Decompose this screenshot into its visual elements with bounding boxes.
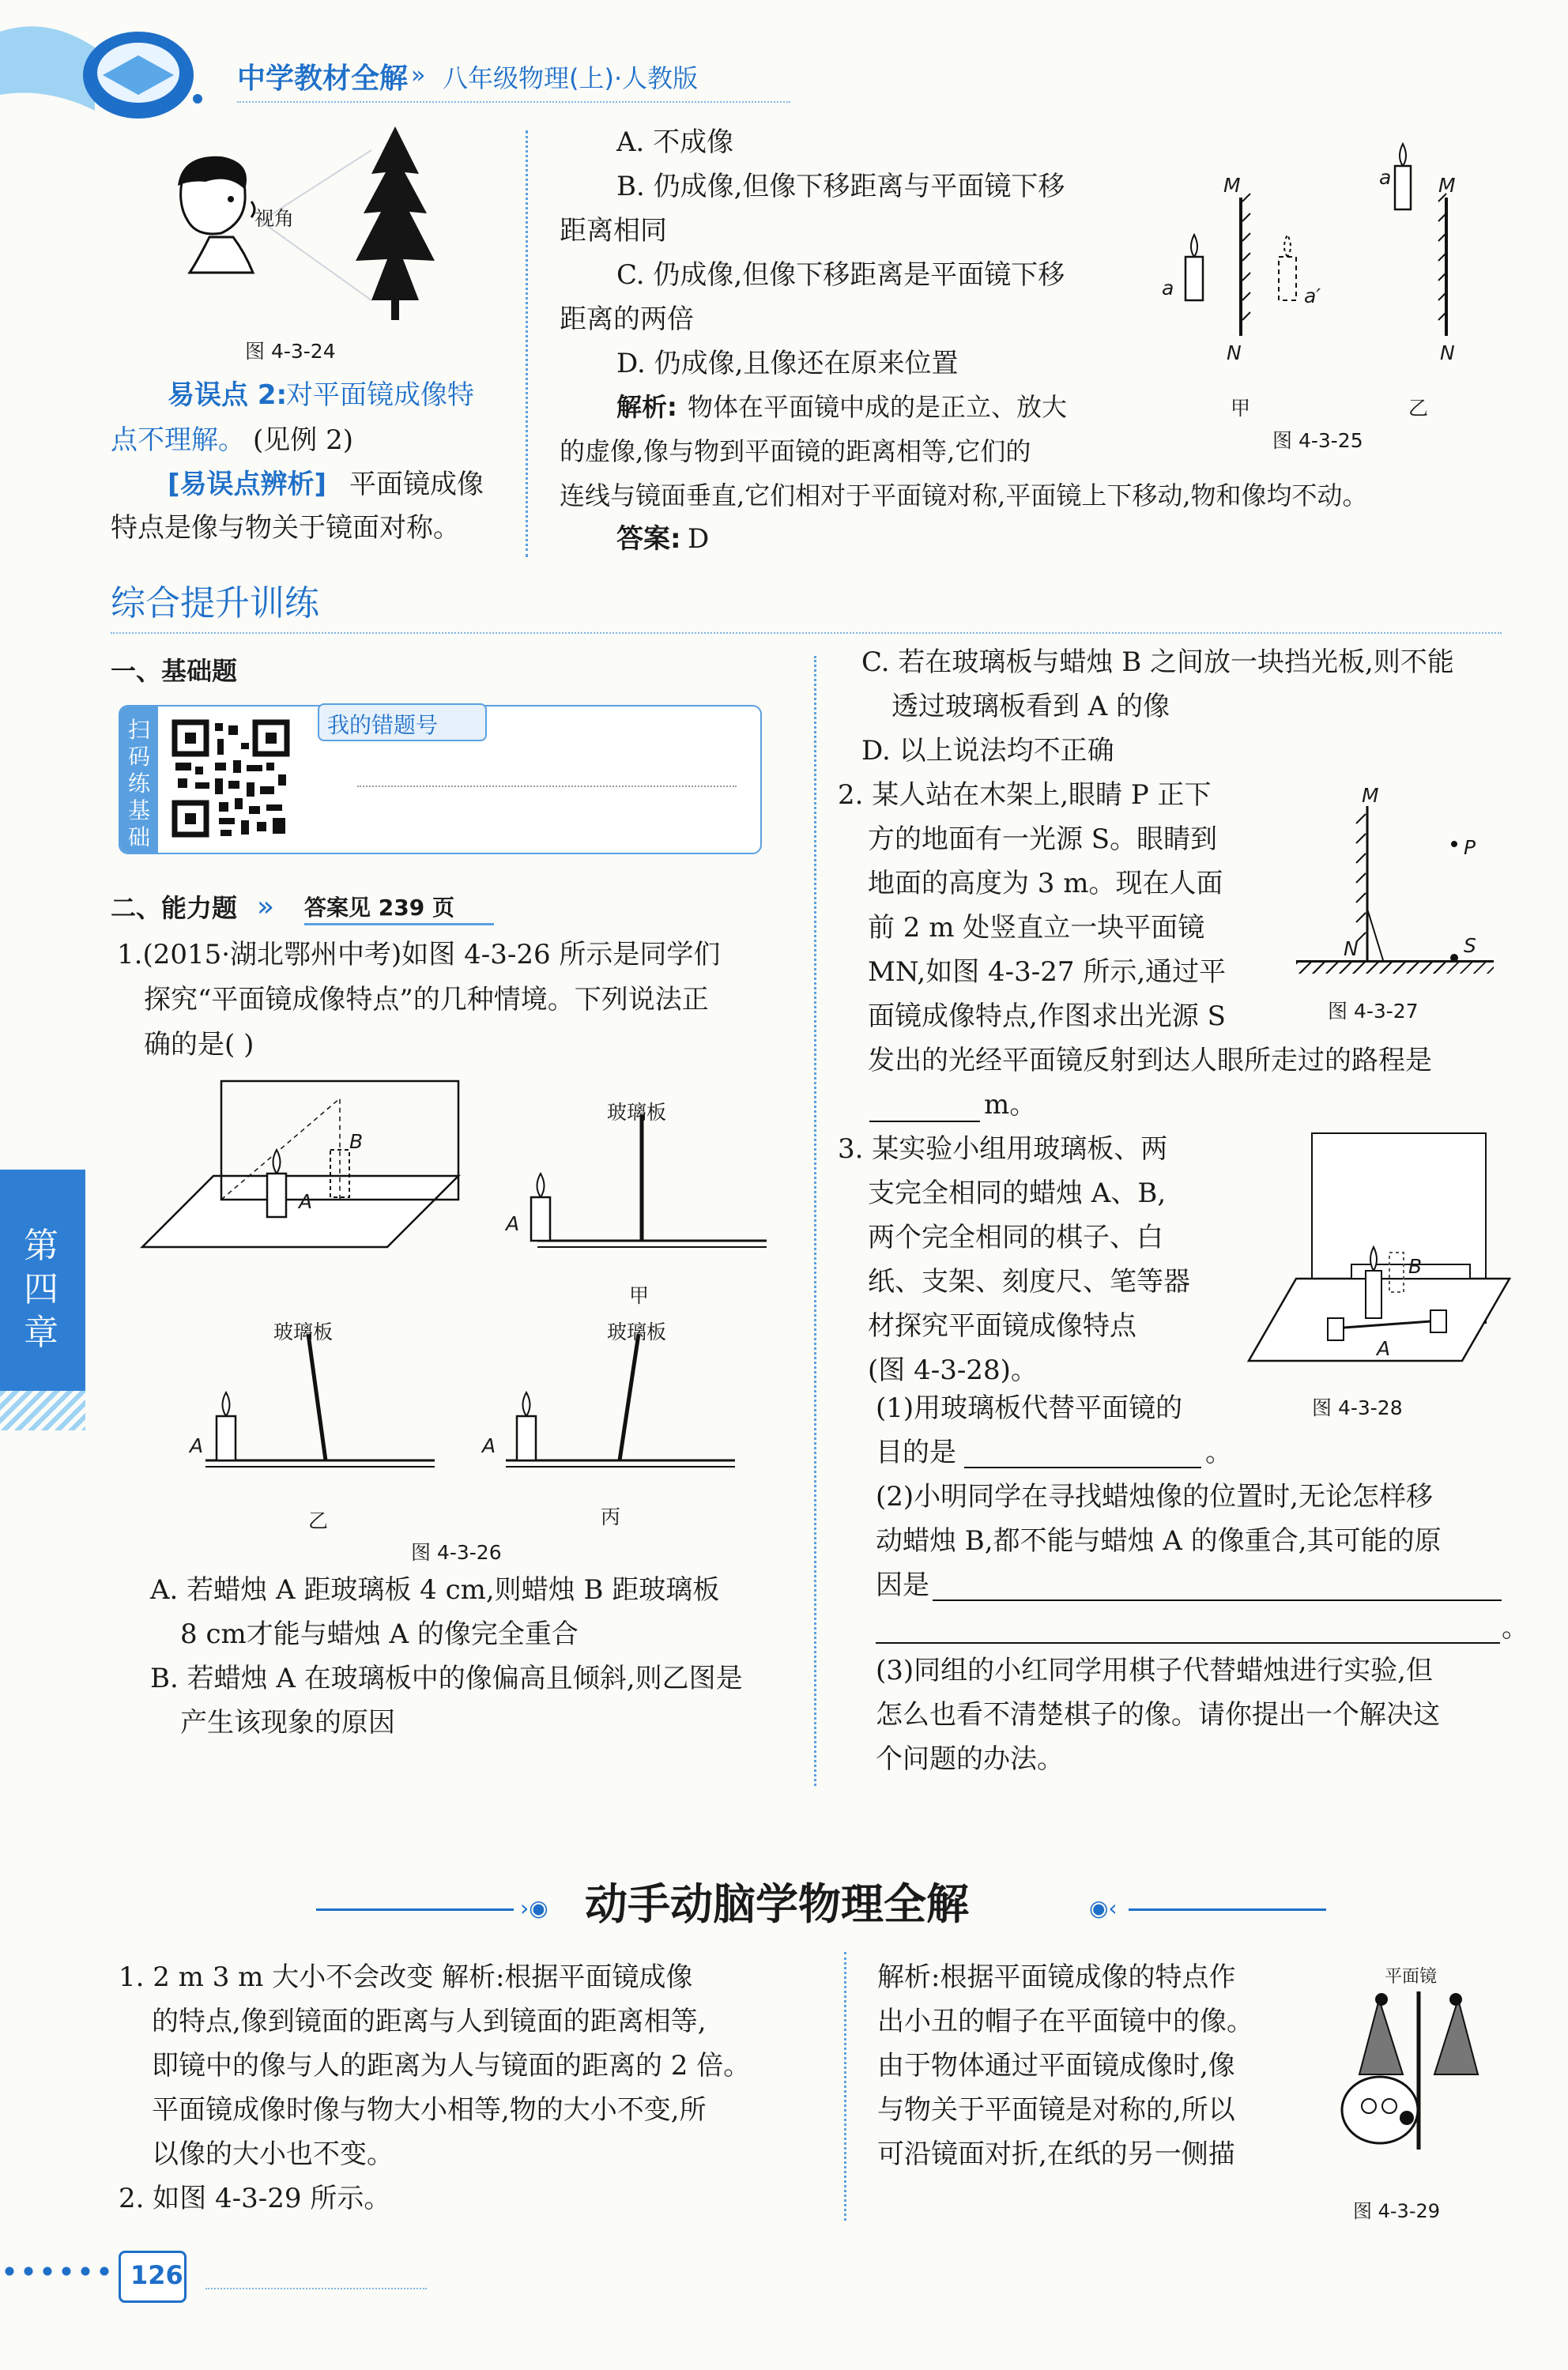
option-b-line2: 距离相同 [560,215,667,247]
q1-option-b-line1: B. 若蜡烛 A 在玻璃板中的像偏高且倾斜,则乙图是 [150,1663,743,1694]
q3-s3-line1: (3)同组的小红同学用棋子代替蜡烛进行实验,但 [876,1655,1433,1686]
q1-option-a-line2: 8 cm才能与蜡烛 A 的像完全重合 [180,1618,579,1650]
bottom-ans1-line1: 1. 2 m 3 m 大小不会改变 解析:根据平面镜成像 [119,1961,693,1993]
fig25-a3: a [1379,166,1392,189]
qr-side-5: 础 [128,824,151,850]
fig25-a2: a′ [1304,284,1321,307]
chapter-tab [0,1170,85,1391]
q2-answer-blank[interactable] [869,1121,980,1122]
eye-label: 视角 [254,207,295,230]
vertical-divider-top [526,130,528,557]
q3-s2-blank2[interactable] [876,1642,1500,1644]
qr-code-icon[interactable] [172,719,290,838]
fig26-glass3: 玻璃板 [607,1321,667,1343]
chapter-tab-stripes [0,1391,85,1430]
fig28-caption: 图 4-3-28 [1312,1396,1403,1419]
q3-line1: 3. 某实验小组用玻璃板、两 [838,1133,1168,1165]
fig25-m1: M [1223,174,1241,197]
q2-line4: 前 2 m 处竖直立一块平面镜 [868,912,1205,944]
ground-hatch-27 [1296,963,1494,974]
q3-line4: 纸、支架、刻度尺、笔等器 [868,1266,1190,1298]
fig25-n2: N [1440,341,1455,364]
q2-line3: 地面的高度为 3 m。现在人面 [868,868,1223,899]
q1-option-d: D. 以上说法均不正确 [861,735,1114,767]
q3-s2-line3: 因是 [876,1569,929,1601]
section-rule [111,632,1502,634]
fig25-jia: 甲 [1231,397,1251,420]
jiexi-line1: 物体在平面镜中成的是正立、放大 [688,392,1068,422]
fig25-a1: a [1162,277,1174,300]
fig-caption-24: 图 4-3-24 [245,340,336,363]
answer-value: D [688,523,710,555]
mistake-tag-label: 我的错题号 [327,712,439,738]
mirror-figure-27 [1296,790,1533,948]
q3-s1-line1: (1)用玻璃板代替平面镜的 [876,1392,1183,1424]
q3-s1-line2: 目的是 [876,1437,956,1468]
q3-line2: 支完全相同的蜡烛 A、B, [868,1177,1167,1209]
q3-s3-line2: 怎么也看不清楚棋子的像。请你提出一个解决这 [876,1699,1440,1731]
qr-side-3: 练 [128,771,151,797]
fig26-a3: A [190,1434,204,1457]
bottom-title: 动手动脑学物理全解 [585,1879,969,1929]
fig27-caption: 图 4-3-27 [1328,1000,1419,1023]
option-b-line1: B. 仍成像,但像下移距离与平面镜下移 [616,171,1065,202]
bottom-right-line3: 由于物体通过平面镜成像时,像 [877,2050,1235,2082]
fig27-p: P [1464,836,1476,859]
vertical-divider-main [814,656,816,1786]
fig26-glass2: 玻璃板 [273,1321,334,1343]
answer-ref-rule [304,923,494,925]
fig26-a: A [299,1190,313,1213]
bottom-right-line4: 与物关于平面镜是对称的,所以 [877,2094,1235,2126]
series-title: 中学教材全解 [237,62,409,95]
jiexi-line3: 连线与镜面垂直,它们相对于平面镜对称,平面镜上下移动,物和像均不动。 [560,480,1368,511]
q1-line3: 确的是( ) [144,1029,254,1061]
section-title: 综合提升训练 [111,583,319,624]
q3-s2-line1: (2)小明同学在寻找蜡烛像的位置时,无论怎样移 [876,1481,1433,1513]
q1-option-b-line2: 产生该现象的原因 [180,1707,395,1739]
fig28-b: B [1408,1255,1423,1278]
option-a: A. 不成像 [616,126,734,158]
answer-label: 答案: [616,523,681,555]
bottom-right-line2: 出小丑的帽子在平面镜中的像。 [877,2006,1253,2037]
error-point-ref: (见例 2) [253,424,353,456]
fig25-caption: 图 4-3-25 [1272,429,1363,452]
option-d: D. 仍成像,且像还在原来位置 [616,348,959,379]
basic-heading: 一、基础题 [111,656,238,686]
double-chevron-icon: » [257,891,275,923]
q1-option-c-line1: C. 若在玻璃板与蜡烛 B 之间放一块挡光板,则不能 [861,646,1454,678]
q1-line1: 1.(2015·湖北鄂州中考)如图 4-3-26 所示是同学们 [117,939,721,970]
fig27-m: M [1362,784,1379,807]
q3-s1-end: 。 [1205,1437,1232,1468]
header-bar [0,0,1568,119]
q3-line3: 两个完全相同的棋子、白 [868,1222,1163,1253]
q2-line1: 2. 某人站在木架上,眼睛 P 正下 [838,779,1212,811]
qr-box[interactable] [119,705,762,854]
bottom-left-arrow-icon: ›◉ [520,1895,548,1921]
fig28-a: A [1377,1337,1391,1360]
qr-side-4: 基 [128,797,151,823]
book-title: 八年级物理(上)·人教版 [443,63,699,93]
bottom-right-line1: 解析:根据平面镜成像的特点作 [877,1961,1236,1993]
book-logo-icon [0,0,205,119]
error-point-text2: 点不理解。 [111,424,245,456]
glass-plate-figure-26 [142,1075,838,1565]
analysis-text2: 特点是像与物关于镜面对称。 [111,512,460,544]
q2-line6: 面镜成像特点,作图求出光源 S [868,1000,1226,1032]
q3-line5: 材探究平面镜成像特点 [868,1310,1136,1342]
analysis-tag: [易误点辨析] [168,469,327,500]
vertical-divider-bottom [844,1952,846,2221]
fig27-n: N [1344,937,1359,960]
jiexi-label: 解析: [616,392,677,422]
fig25-m2: M [1438,174,1456,197]
analysis-text1: 平面镜成像 [349,469,484,500]
error-point-text1: 对平面镜成像特 [286,379,474,411]
q3-s1-blank[interactable] [964,1467,1201,1468]
q3-s2-line2: 动蜡烛 B,都不能与蜡烛 A 的像重合,其可能的原 [876,1525,1442,1557]
fig26-bing: 丙 [601,1505,621,1528]
mistake-write-line[interactable] [357,786,737,787]
qr-side-2: 码 [128,744,151,770]
q3-s2-end: 。 [1502,1612,1528,1644]
fig25-yi: 乙 [1408,397,1429,420]
q1-line2: 探究“平面镜成像特点”的几种情境。下列说法正 [144,984,709,1015]
fig26-b: B [349,1130,364,1153]
page-footer-rule [205,2288,427,2289]
bottom-right-line5: 可沿镜面对折,在纸的另一侧描 [877,2138,1235,2170]
bottom-ans2: 2. 如图 4-3-29 所示。 [119,2183,391,2214]
q2-line7: 发出的光经平面镜反射到达人眼所走过的路程是 [868,1045,1432,1076]
option-c-line2: 距离的两倍 [560,303,694,335]
page-number: 126 [130,2260,183,2290]
fig25-n1: N [1227,341,1242,364]
fig26-a4: A [482,1434,496,1457]
q3-s2-blank1[interactable] [933,1599,1502,1601]
fig29-caption: 图 4-3-29 [1353,2200,1441,2222]
fig27-s: S [1464,934,1476,957]
chapter-tab-char2: 四 [24,1269,58,1309]
q2-line2: 方的地面有一光源 S。眼睛到 [868,823,1218,855]
bottom-right-arrow-icon: ◉‹ [1089,1895,1118,1921]
bottom-ans1-line5: 以像的大小也不变。 [152,2138,394,2170]
q3-s3-line3: 个问题的办法。 [876,1743,1064,1775]
q1-option-a-line1: A. 若蜡烛 A 距玻璃板 4 cm,则蜡烛 B 距玻璃板 [150,1574,720,1606]
header-rule [237,101,790,103]
fig26-yi: 乙 [308,1509,329,1532]
bottom-rule-right [1129,1908,1326,1911]
q3-line6: (图 4-3-28)。 [868,1355,1038,1386]
q1-option-c-line2: 透过玻璃板看到 A 的像 [891,691,1170,722]
fig29-mirror-label: 平面镜 [1385,1967,1438,1987]
bottom-ans1-line2: 的特点,像到镜面的距离与人到镜面的距离相等, [152,2006,707,2037]
fig26-caption: 图 4-3-26 [411,1541,502,1564]
jiexi-line2: 的虚像,像与物到平面镜的距离相等,它们的 [560,436,1031,466]
bottom-ans1-line4: 平面镜成像时像与物大小相等,物的大小不变,所 [152,2094,707,2126]
fig26-glass1: 玻璃板 [607,1101,667,1124]
bottom-rule-left [316,1908,514,1911]
chapter-tab-char3: 章 [24,1313,58,1353]
page-dots [0,2265,111,2278]
answer-ref: 答案见 239 页 [304,895,454,921]
boy-tree-figure [134,126,514,332]
error-point-title: 易误点 2: [168,379,288,411]
option-c-line1: C. 仍成像,但像下移距离是平面镜下移 [616,259,1065,291]
fig26-a2: A [506,1212,520,1235]
chevron-icon: » [411,62,426,89]
q2-line5: MN,如图 4-3-27 所示,通过平 [868,956,1227,988]
qr-side-1: 扫 [128,717,151,743]
ability-heading: 二、能力题 [111,893,238,923]
chapter-tab-char1: 第 [24,1226,58,1266]
fig26-jia: 甲 [629,1284,650,1307]
clown-mirror-figure-29 [1328,1991,1510,2150]
bottom-ans1-line3: 即镜中的像与人的距离为人与镜面的距离的 2 倍。 [152,2050,751,2082]
q2-line8: m。 [984,1089,1037,1121]
